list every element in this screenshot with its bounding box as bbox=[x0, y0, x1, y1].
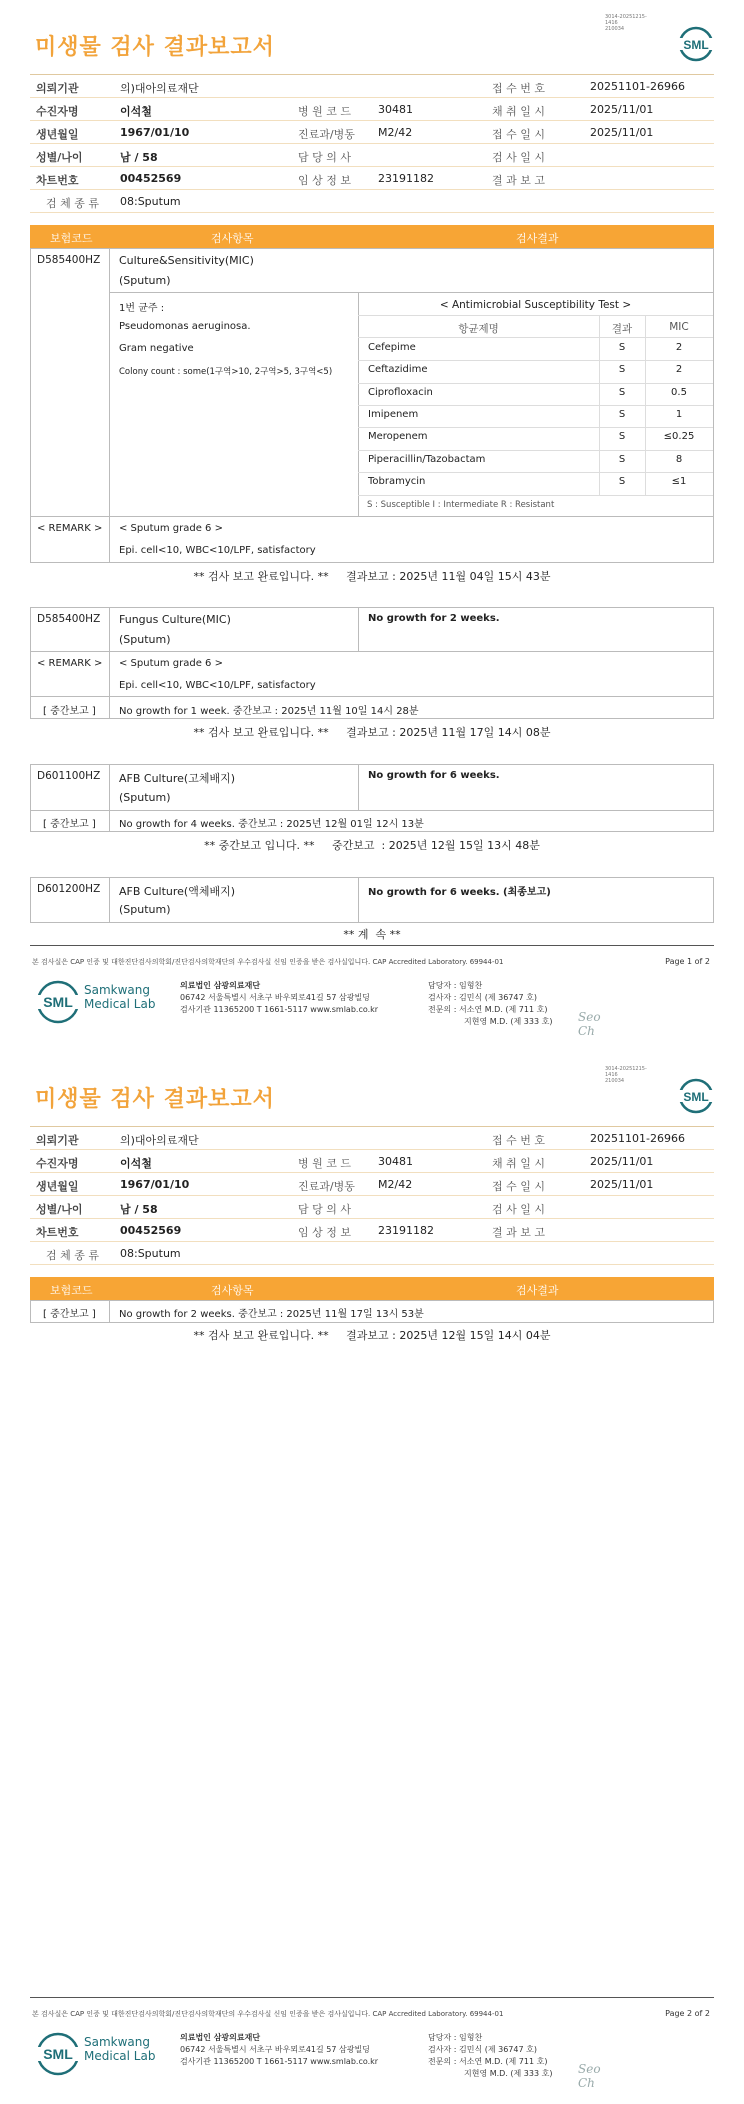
specimen: 08:Sputum bbox=[120, 1247, 181, 1260]
ast-col-mic: MIC bbox=[669, 321, 689, 333]
ast-title: < Antimicrobial Susceptibility Test > bbox=[439, 299, 632, 311]
continued-note: ** 계 속 ** bbox=[343, 928, 401, 941]
received-label: 접 수 일 시 bbox=[492, 1180, 545, 1193]
staff-info bbox=[428, 980, 552, 1028]
dob-label: 생년월일 bbox=[36, 1180, 79, 1193]
interim-label: [ 중간보고 ] bbox=[43, 819, 96, 830]
test-code: D601100HZ bbox=[37, 770, 101, 782]
clinical-label: 임 상 정 보 bbox=[298, 174, 351, 187]
ast-drug-name: Ceftazidime bbox=[368, 364, 428, 376]
patient-info bbox=[30, 74, 714, 213]
sex-age-label: 성별/나이 bbox=[36, 151, 83, 164]
report-title: 미생물 검사 결과보고서 bbox=[35, 35, 275, 60]
staff-label: 담당자 : bbox=[428, 981, 457, 990]
ast-result: S bbox=[618, 386, 626, 398]
specimen-label: 검 체 종 류 bbox=[46, 1249, 99, 1262]
ast-mic: 0.5 bbox=[671, 386, 687, 398]
info-row bbox=[30, 1242, 714, 1265]
ast-col-drug: 항균제명 bbox=[458, 323, 499, 335]
report-complete-note: ** 검사 보고 완료입니다. ** 결과보고 : 2025년 12월 15일 14시 04분 bbox=[193, 1329, 551, 1342]
info-row bbox=[30, 98, 714, 121]
specimen: 08:Sputum bbox=[120, 195, 181, 208]
remark-label: < REMARK > bbox=[37, 523, 103, 534]
remark-label: < REMARK > bbox=[37, 658, 103, 669]
staff-name: 임형찬 bbox=[458, 981, 483, 990]
info-row bbox=[30, 144, 714, 167]
interim-label: [ 중간보고 ] bbox=[43, 706, 96, 717]
remark-detail: Epi. cell<10, WBC<10/LPF, satisfactory bbox=[119, 680, 316, 691]
test-block-fungus bbox=[30, 607, 714, 719]
patient-name: 이석철 bbox=[120, 1157, 152, 1170]
address: 06742 서울특별시 서초구 바우뫼로41길 57 삼광빌딩 bbox=[180, 2045, 370, 2054]
interim-note: ** 중간보고 입니다. ** 중간보고 : 2025년 12월 15일 13시 48분 bbox=[204, 839, 540, 852]
ast-result: S bbox=[618, 431, 626, 443]
chart-no: 00452569 bbox=[120, 172, 182, 185]
ast-drug-name: Cefepime bbox=[368, 342, 416, 353]
tested-label: 검 사 일 시 bbox=[492, 1203, 545, 1216]
colony-count: Colony count : some(1구역>10, 2구역>5, 3구역<5) bbox=[119, 367, 333, 377]
test-result: No growth for 6 weeks. (최종보고) bbox=[368, 887, 551, 898]
test-code: D601200HZ bbox=[37, 883, 101, 895]
tested-label: 검 사 일 시 bbox=[492, 151, 545, 164]
specialist-2: 지현영 M.D. (제 333 호) bbox=[464, 2069, 553, 2078]
dob: 1967/01/10 bbox=[120, 126, 190, 139]
specialist-1: 서소연 M.D. (제 711 호) bbox=[458, 1005, 548, 1014]
col-item: 검사항목 bbox=[211, 232, 254, 245]
page-number: Page 1 of 2 bbox=[665, 957, 710, 966]
test-specimen: (Sputum) bbox=[119, 633, 171, 646]
ast-result: S bbox=[618, 453, 626, 465]
staff-label: 담당자 : bbox=[428, 2033, 457, 2042]
signature-image: Seo Ch bbox=[578, 1010, 601, 1038]
footer-divider bbox=[30, 945, 714, 946]
ast-mic: 1 bbox=[675, 408, 683, 420]
received-label: 접 수 일 시 bbox=[492, 128, 545, 141]
ast-drug-name: Meropenem bbox=[368, 431, 428, 443]
doctor-label: 담 당 의 사 bbox=[298, 1203, 351, 1216]
test-block-afb-liquid bbox=[30, 877, 714, 923]
agency-info: 검사기관 11365200 T 1661-5117 www.smlab.co.kr bbox=[180, 2057, 379, 2066]
received-date: 2025/11/01 bbox=[590, 126, 654, 139]
sml-logo-icon bbox=[678, 26, 714, 62]
accreditation-note: 본 검사실은 CAP 인증 및 대한진단검사의학회/진단검사의학재단의 우수검사실 신임 인증을 받은 검사실입니다. CAP Accredited Laboratory. 69944-01 bbox=[32, 958, 504, 966]
tech-name: 김민식 (제 36747 호) bbox=[458, 993, 537, 1002]
info-row bbox=[30, 121, 714, 144]
dept-label: 진료과/병동 bbox=[298, 128, 355, 141]
tech-label: 검사자 : bbox=[428, 2045, 457, 2054]
report-page-2 bbox=[0, 1052, 744, 2104]
receipt-no: 20251101-26966 bbox=[590, 1132, 685, 1145]
received-date: 2025/11/01 bbox=[590, 1178, 654, 1191]
doctor-label: 담 당 의 사 bbox=[298, 151, 351, 164]
print-mark-line: 210034 bbox=[605, 1078, 625, 1084]
print-mark bbox=[605, 14, 655, 32]
requester: 의)대아의료재단 bbox=[120, 82, 199, 95]
ast-mic: 8 bbox=[675, 453, 683, 465]
clinical-label: 임 상 정 보 bbox=[298, 1226, 351, 1239]
dept: M2/42 bbox=[378, 1178, 413, 1191]
clinical-info: 23191182 bbox=[378, 1224, 434, 1237]
ast-legend: S : Susceptible I : Intermediate R : Resistant bbox=[367, 500, 555, 510]
sex-age: 남 / 58 bbox=[120, 1203, 158, 1216]
ast-col-result: 결과 bbox=[611, 323, 633, 335]
collected-date: 2025/11/01 bbox=[590, 103, 654, 116]
requester-label: 의뢰기관 bbox=[36, 82, 79, 95]
report-complete-note: ** 검사 보고 완료입니다. ** 결과보고 : 2025년 11월 04일 15시 43분 bbox=[193, 570, 551, 583]
info-row bbox=[30, 75, 714, 98]
spec-label: 전문의 : bbox=[428, 1005, 457, 1014]
report-title: 미생물 검사 결과보고서 bbox=[35, 1087, 275, 1112]
spec-label: 전문의 : bbox=[428, 2057, 457, 2066]
staff-info bbox=[428, 2032, 552, 2080]
remark-grade: < Sputum grade 6 > bbox=[119, 658, 223, 669]
lab-address bbox=[180, 2032, 378, 2068]
print-mark-line: 3014-20251215-1416 bbox=[605, 14, 647, 26]
svg-text:SML: SML bbox=[683, 38, 709, 52]
ast-result: S bbox=[618, 342, 626, 353]
collected-label: 채 취 일 시 bbox=[492, 1157, 545, 1170]
print-mark bbox=[605, 1066, 655, 1084]
accreditation-note: 본 검사실은 CAP 인증 및 대한진단검사의학회/진단검사의학재단의 우수검사실 신임 인증을 받은 검사실입니다. CAP Accredited Laboratory. 69944-01 bbox=[32, 2010, 504, 2018]
receipt-no-label: 접 수 번 호 bbox=[492, 1134, 545, 1147]
test-block-afb-solid bbox=[30, 764, 714, 832]
info-row bbox=[30, 1219, 714, 1242]
brand-line: Medical Lab bbox=[84, 2049, 156, 2063]
specimen-label: 검 체 종 류 bbox=[46, 197, 99, 210]
brand-name bbox=[84, 983, 155, 1011]
result-table-header bbox=[30, 225, 714, 248]
test-code: D585400HZ bbox=[37, 613, 101, 625]
ast-mic: ≤0.25 bbox=[663, 431, 695, 443]
col-result: 검사결과 bbox=[516, 1284, 559, 1297]
ast-drug-name: Piperacillin/Tazobactam bbox=[368, 453, 486, 465]
test-name: AFB Culture(액체배지) bbox=[119, 885, 236, 898]
result-table-header bbox=[30, 1277, 714, 1300]
test-name: Culture&Sensitivity(MIC) bbox=[119, 254, 254, 267]
organism: Pseudomonas aeruginosa. bbox=[119, 321, 251, 332]
print-mark-line: 210034 bbox=[605, 26, 625, 32]
info-row bbox=[30, 1196, 714, 1219]
test-block-culture bbox=[30, 248, 714, 563]
receipt-no: 20251101-26966 bbox=[590, 80, 685, 93]
footer-divider bbox=[30, 1997, 714, 1998]
interim-label: [ 중간보고 ] bbox=[43, 1309, 96, 1320]
address: 06742 서울특별시 서초구 바우뫼로41길 57 삼광빌딩 bbox=[180, 993, 370, 1002]
brand-name bbox=[84, 2035, 155, 2063]
specialist-2: 지현영 M.D. (제 333 호) bbox=[464, 1017, 553, 1026]
svg-text:SML: SML bbox=[43, 2046, 73, 2062]
col-item: 검사항목 bbox=[211, 1284, 254, 1297]
organism-no: 1번 균주 : bbox=[119, 303, 165, 314]
chart-label: 차트번호 bbox=[36, 1226, 79, 1239]
tech-name: 김민식 (제 36747 호) bbox=[458, 2045, 537, 2054]
test-result: No growth for 6 weeks. bbox=[368, 770, 500, 781]
info-row bbox=[30, 190, 714, 213]
patient-info bbox=[30, 1126, 714, 1265]
dept-label: 진료과/병동 bbox=[298, 1180, 355, 1193]
test-specimen: (Sputum) bbox=[119, 903, 171, 916]
reported-label: 결 과 보 고 bbox=[492, 174, 545, 187]
hospital-code-label: 병 원 코 드 bbox=[298, 1157, 351, 1170]
collected-label: 채 취 일 시 bbox=[492, 105, 545, 118]
interim-report: No growth for 1 week. 중간보고 : 2025년 11월 10일 14시 28분 bbox=[119, 706, 419, 717]
requester-label: 의뢰기관 bbox=[36, 1134, 79, 1147]
agency-info: 검사기관 11365200 T 1661-5117 www.smlab.co.kr bbox=[180, 1005, 379, 1014]
staff-name: 임형찬 bbox=[458, 2033, 483, 2042]
interim-report: No growth for 2 weeks. 중간보고 : 2025년 11월 17일 13시 53분 bbox=[119, 1309, 424, 1320]
print-mark-line: 3014-20251215-1416 bbox=[605, 1066, 647, 1078]
chart-label: 차트번호 bbox=[36, 174, 79, 187]
gram-stain: Gram negative bbox=[119, 343, 194, 354]
report-complete-note: ** 검사 보고 완료입니다. ** 결과보고 : 2025년 11월 17일 14시 08분 bbox=[193, 726, 551, 739]
brand-line: Medical Lab bbox=[84, 997, 156, 1011]
info-row bbox=[30, 1173, 714, 1196]
info-row bbox=[30, 167, 714, 190]
ast-mic: 2 bbox=[675, 364, 683, 376]
hospital-code-label: 병 원 코 드 bbox=[298, 105, 351, 118]
brand-line: Samkwang bbox=[84, 983, 150, 997]
patient-label: 수진자명 bbox=[36, 105, 79, 118]
sex-age: 남 / 58 bbox=[120, 151, 158, 164]
tech-label: 검사자 : bbox=[428, 993, 457, 1002]
remark-detail: Epi. cell<10, WBC<10/LPF, satisfactory bbox=[119, 545, 316, 556]
receipt-no-label: 접 수 번 호 bbox=[492, 82, 545, 95]
ast-result: S bbox=[618, 475, 626, 487]
test-code: D585400HZ bbox=[37, 254, 101, 266]
org-name: 의료법인 삼광의료재단 bbox=[180, 2033, 261, 2042]
org-name: 의료법인 삼광의료재단 bbox=[180, 981, 261, 990]
brand-line: Samkwang bbox=[84, 2035, 150, 2049]
test-result: No growth for 2 weeks. bbox=[368, 613, 500, 624]
hospital-code: 30481 bbox=[378, 1155, 413, 1168]
ast-result: S bbox=[618, 364, 626, 376]
specialist-1: 서소연 M.D. (제 711 호) bbox=[458, 2057, 548, 2066]
patient-name: 이석철 bbox=[120, 105, 152, 118]
sml-logo-icon bbox=[678, 1078, 714, 1114]
test-name: AFB Culture(고체배지) bbox=[119, 772, 236, 785]
patient-label: 수진자명 bbox=[36, 1157, 79, 1170]
collected-date: 2025/11/01 bbox=[590, 1155, 654, 1168]
dob: 1967/01/10 bbox=[120, 1178, 190, 1191]
page-number: Page 2 of 2 bbox=[665, 2009, 710, 2018]
col-code: 보험코드 bbox=[50, 232, 93, 245]
reported-label: 결 과 보 고 bbox=[492, 1226, 545, 1239]
test-specimen: (Sputum) bbox=[119, 274, 171, 287]
clinical-info: 23191182 bbox=[378, 172, 434, 185]
ast-result: S bbox=[618, 408, 626, 420]
ast-mic: 2 bbox=[675, 342, 683, 353]
ast-mic: ≤1 bbox=[671, 475, 687, 487]
signature-image: Seo Ch bbox=[578, 2062, 601, 2090]
svg-text:SML: SML bbox=[43, 994, 73, 1010]
test-name: Fungus Culture(MIC) bbox=[119, 613, 231, 626]
chart-no: 00452569 bbox=[120, 1224, 182, 1237]
svg-text:SML: SML bbox=[683, 1090, 709, 1104]
dob-label: 생년월일 bbox=[36, 128, 79, 141]
lab-address bbox=[180, 980, 378, 1016]
ast-drug-name: Ciprofloxacin bbox=[368, 386, 433, 398]
interim-report: No growth for 4 weeks. 중간보고 : 2025년 12월 01일 12시 13분 bbox=[119, 819, 424, 830]
info-row bbox=[30, 1150, 714, 1173]
requester: 의)대아의료재단 bbox=[120, 1134, 199, 1147]
hospital-code: 30481 bbox=[378, 103, 413, 116]
sex-age-label: 성별/나이 bbox=[36, 1203, 83, 1216]
col-code: 보험코드 bbox=[50, 1284, 93, 1297]
dept: M2/42 bbox=[378, 126, 413, 139]
interim-block bbox=[30, 1300, 714, 1323]
col-result: 검사결과 bbox=[516, 232, 559, 245]
ast-drug-name: Imipenem bbox=[368, 408, 419, 420]
test-specimen: (Sputum) bbox=[119, 791, 171, 804]
ast-drug-name: Tobramycin bbox=[368, 475, 426, 487]
info-row bbox=[30, 1127, 714, 1150]
remark-grade: < Sputum grade 6 > bbox=[119, 523, 223, 534]
